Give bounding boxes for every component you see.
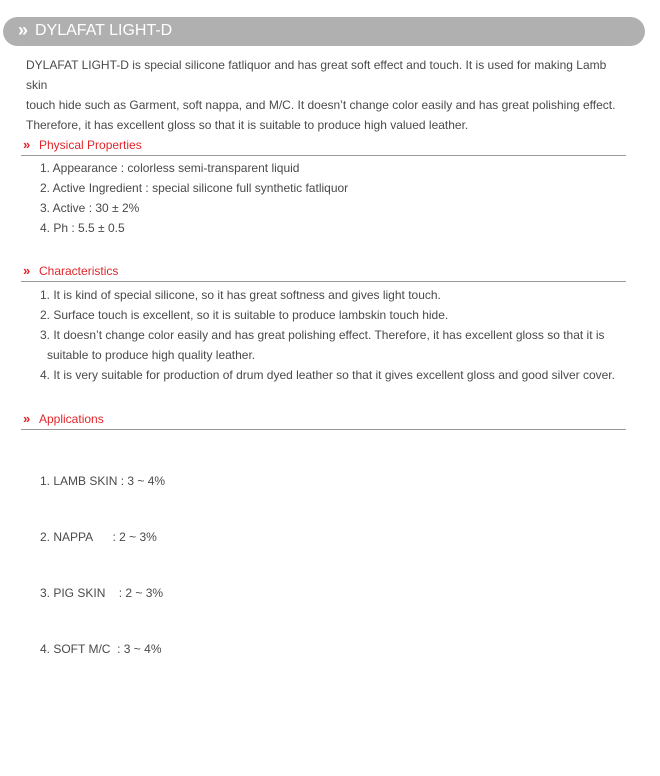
list-item: 4. Ph : 5.5 ± 0.5	[40, 221, 125, 235]
section-physical-properties	[21, 135, 626, 238]
section-header	[21, 261, 626, 282]
list-item-continuation: suitable to produce high quality leather.	[47, 348, 256, 362]
section-characteristics	[21, 261, 626, 385]
section-header	[21, 135, 626, 156]
title-bar	[3, 17, 645, 46]
section-title: Applications	[39, 412, 104, 426]
list-item: 4. It is very suitable for production of drum dyed leather so that it gives excellent gloss and good silver cover.	[40, 368, 615, 382]
list-item: 3. It doesn’t change color easily and has great polishing effect. Therefore, it has excellent gloss so that it is	[40, 328, 605, 342]
double-chevron-icon: »	[23, 137, 28, 152]
intro-line: DYLAFAT LIGHT-D is special silicone fatliquor and has great soft effect and touch. It is used for making Lamb skin	[26, 58, 607, 92]
page-title: DYLAFAT LIGHT-D	[35, 22, 173, 39]
list-item: 1. LAMB SKIN : 3 ~ 4%	[40, 474, 166, 488]
double-chevron-icon: »	[18, 20, 26, 40]
double-chevron-icon: »	[23, 263, 28, 278]
section-applications	[21, 409, 626, 695]
section-title: Physical Properties	[39, 138, 142, 152]
intro-line: touch hide such as Garment, soft nappa, and M/C. It doesn’t change color easily and has great polishing effect.	[26, 98, 616, 112]
list-item: 2. NAPPA : 2 ~ 3%	[40, 530, 157, 544]
list-item: 3. PIG SKIN : 2 ~ 3%	[40, 586, 164, 600]
list-item: 3. Active : 30 ± 2%	[40, 201, 140, 215]
intro-line: Therefore, it has excellent gloss so that it is suitable to produce high valued leather.	[26, 118, 469, 132]
list-item: 2. Surface touch is excellent, so it is suitable to produce lambskin touch hide.	[40, 308, 449, 322]
list-item: 1. Appearance : colorless semi-transparent liquid	[40, 161, 300, 175]
double-chevron-icon: »	[23, 411, 28, 426]
section-title: Characteristics	[39, 264, 119, 278]
list-item: 4. SOFT M/C : 3 ~ 4%	[40, 642, 162, 656]
section-header	[21, 409, 626, 430]
list-item: 1. It is kind of special silicone, so it has great softness and gives light touch.	[40, 288, 441, 302]
list-item: 2. Active Ingredient : special silicone full synthetic fatliquor	[40, 181, 349, 195]
intro-paragraph	[26, 55, 626, 135]
